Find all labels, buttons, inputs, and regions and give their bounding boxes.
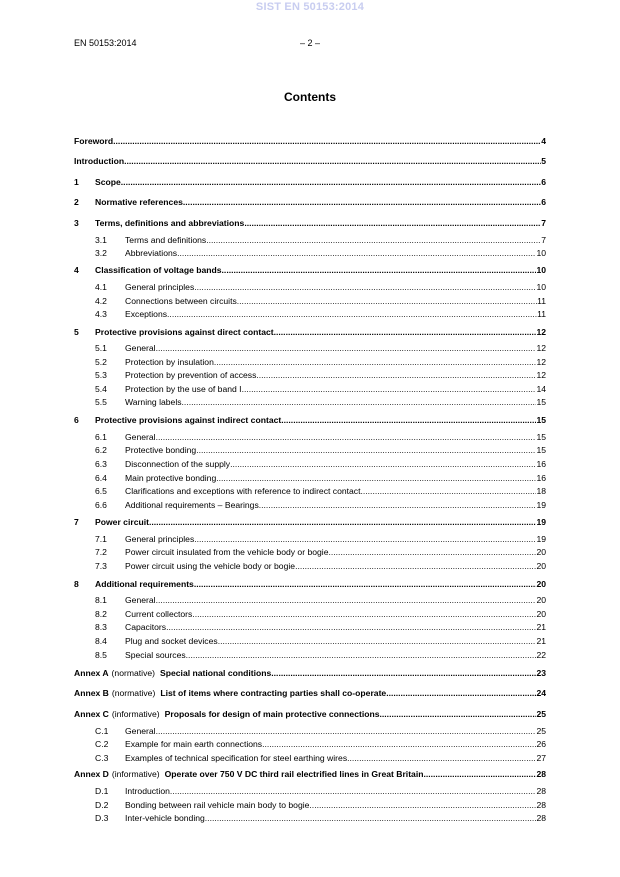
toc-entry-d-2[interactable]: D.2 Bonding between rail vehicle main body to bogie ..... 28 xyxy=(95,799,546,811)
toc-entry-8-5[interactable]: 8.5 Special sources ..... 22 xyxy=(95,649,546,661)
document-id: EN 50153:2014 xyxy=(74,38,137,48)
toc-entry-foreword[interactable]: Foreword ..... 4 xyxy=(74,135,546,147)
toc-entry-8-1[interactable]: 8.1 General ..... 20 xyxy=(95,594,546,606)
toc-entry-5-1[interactable]: 5.1 General ..... 12 xyxy=(95,342,546,354)
toc-entry-6[interactable]: 6 Protective provisions against indirect contact ..... 15 xyxy=(74,414,546,426)
toc-entry-6-5[interactable]: 6.5 Clarifications and exceptions with reference to indirect contact ..... 18 xyxy=(95,485,546,497)
toc-entry-1[interactable]: 1 Scope ..... 6 xyxy=(74,176,546,188)
toc-entry-4-1[interactable]: 4.1 General principles ..... 10 xyxy=(95,281,546,293)
toc-entry-8-4[interactable]: 8.4 Plug and socket devices ..... 21 xyxy=(95,635,546,647)
toc-entry-c-2[interactable]: C.2 Example for main earth connections ..... 26 xyxy=(95,738,546,750)
toc-entry-3-1[interactable]: 3.1 Terms and definitions ..... 7 xyxy=(95,234,546,246)
toc-entry-4[interactable]: 4 Classification of voltage bands ..... 10 xyxy=(74,264,546,276)
toc-entry-5-5[interactable]: 5.5 Warning labels ..... 15 xyxy=(95,396,546,408)
toc-entry-3[interactable]: 3 Terms, definitions and abbreviations ..... 7 xyxy=(74,217,546,229)
toc-entry-5-4[interactable]: 5.4 Protection by the use of band I ..... 14 xyxy=(95,383,546,395)
toc-entry-annex-c[interactable]: Annex C (informative) Proposals for design of main protective connections ..... 25 xyxy=(74,708,546,720)
toc-entry-5-2[interactable]: 5.2 Protection by insulation ..... 12 xyxy=(95,356,546,368)
toc-entry-5-3[interactable]: 5.3 Protection by prevention of access ..... 12 xyxy=(95,369,546,381)
toc-entry-6-4[interactable]: 6.4 Main protective bonding ..... 16 xyxy=(95,472,546,484)
toc-entry-8-3[interactable]: 8.3 Capacitors ..... 21 xyxy=(95,621,546,633)
toc-entry-6-3[interactable]: 6.3 Disconnection of the supply ..... 16 xyxy=(95,458,546,470)
toc-entry-7-3[interactable]: 7.3 Power circuit using the vehicle body or bogie ..... 20 xyxy=(95,560,546,572)
toc-entry-7-2[interactable]: 7.2 Power circuit insulated from the vehicle body or bogie ..... 20 xyxy=(95,546,546,558)
toc-entry-annex-b[interactable]: Annex B (normative) List of items where contracting parties shall co-operate ..... 24 xyxy=(74,687,546,699)
toc-entry-6-6[interactable]: 6.6 Additional requirements – Bearings ..... 19 xyxy=(95,499,546,511)
toc-entry-c-1[interactable]: C.1 General ..... 25 xyxy=(95,725,546,737)
toc-entry-introduction[interactable]: Introduction ..... 5 xyxy=(74,155,546,167)
toc-entry-7-1[interactable]: 7.1 General principles ..... 19 xyxy=(95,533,546,545)
toc-entry-6-1[interactable]: 6.1 General ..... 15 xyxy=(95,431,546,443)
toc-entry-8[interactable]: 8 Additional requirements ..... 20 xyxy=(74,578,546,590)
toc-entry-2[interactable]: 2 Normative references ..... 6 xyxy=(74,196,546,208)
toc-entry-d-3[interactable]: D.3 Inter-vehicle bonding ..... 28 xyxy=(95,812,546,824)
page-title: Contents xyxy=(284,90,336,104)
watermark: SIST EN 50153:2014 xyxy=(255,1,365,13)
toc-entry-c-3[interactable]: C.3 Examples of technical specification for steel earthing wires ..... 27 xyxy=(95,752,546,764)
toc-entry-annex-d[interactable]: Annex D (informative) Operate over 750 V DC third rail electrified lines in Great Britain ..... 28 xyxy=(74,768,546,780)
toc-entry-6-2[interactable]: 6.2 Protective bonding ..... 15 xyxy=(95,444,546,456)
toc-entry-7[interactable]: 7 Power circuit ..... 19 xyxy=(74,516,546,528)
toc-entry-4-3[interactable]: 4.3 Exceptions ..... 11 xyxy=(95,308,546,320)
toc-entry-8-2[interactable]: 8.2 Current collectors ..... 20 xyxy=(95,608,546,620)
toc-entry-5[interactable]: 5 Protective provisions against direct contact ..... 12 xyxy=(74,326,546,338)
toc-entry-annex-a[interactable]: Annex A (normative) Special national conditions ..... 23 xyxy=(74,667,546,679)
toc-entry-4-2[interactable]: 4.2 Connections between circuits ..... 11 xyxy=(95,295,546,307)
page-number: – 2 – xyxy=(299,38,321,48)
toc-entry-3-2[interactable]: 3.2 Abbreviations ..... 10 xyxy=(95,247,546,259)
toc-entry-d-1[interactable]: D.1 Introduction ..... 28 xyxy=(95,785,546,797)
